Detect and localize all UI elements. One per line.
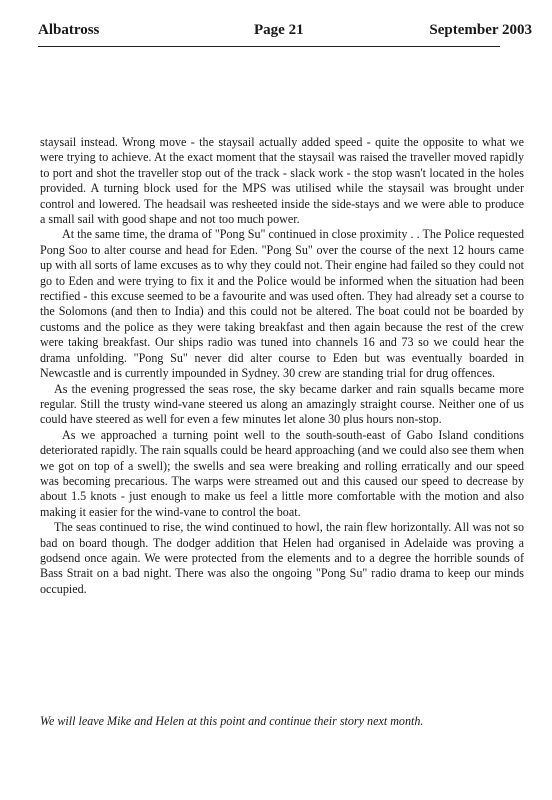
paragraph-gabo-island: As we approached a turning point well to the south-south-east of Gabo Island conditions deteriorated rapidly. The rain squalls could be heard approaching (and we could also see them when we got on top of a swell); the swells and sea were breaking and rolling erratically and our speed was becoming precarious. The warps were streamed out and this caused our speed to decrease by about 1.5 knots - just enough to make us feel a little more comfortable with the motion and also making it easier for the wind-vane to control the boat. <box>40 427 524 519</box>
publication-title: Albatross <box>38 22 100 38</box>
page-number: Page 21 <box>254 22 304 38</box>
paragraph-seas-rise: The seas continued to rise, the wind continued to howl, the rain flew horizontally. All was not so bad on board though. The dodger addition that Helen had organised in Adelaide was proving a godsend once again. We were protected from the elements and to a degree the horrible sounds of Bass Strait on a bad night. There was also the ongoing "Pong Su" radio drama to keep our minds occupied. <box>40 520 524 596</box>
page-header <box>38 20 532 42</box>
paragraph-pong-su-drama: At the same time, the drama of "Pong Su" continued in close proximity . . The Police requested Pong Soo to alter course and head for Eden. "Pong Su" over the course of the next 12 hours came up with all sorts of lame excuses as to why they could not. Their engine had failed so they could not go to Eden and were trying to fix it and the Police would be informed when the situation had been rectified - this excuse seemed to be a favourite and was used often. They had already set a course to the Solomons (and then to India) and this could not be altered. The boat could not be boarded by customs and the police as they were taking breakfast and then again because the rest of the crew were taking breakfast. Our ships radio was tuned into channels 16 and 73 so we could hear the drama unfolding. "Pong Su" never did alter course to Eden but was eventually boarded in Newcastle and is currently impounded in Sydney. 30 crew are standing trial for drug offences. <box>40 227 524 381</box>
paragraph-staysail: staysail instead. Wrong move - the staysail actually added speed - quite the opposite to what we were trying to achieve. At the exact moment that the staysail was raised the traveller moved rapidly to port and shot the traveller stop out of the track - slack work - the stop wasn't located in the holes provided. A turning block used for the MPS was utilised while the staysail was brought under control and lowered. The headsail was resheeted inside the side-stays and we were able to produce a small sail with good shape and not too much power. <box>40 135 524 227</box>
issue-date: September 2003 <box>429 22 532 38</box>
closing-note: We will leave Mike and Helen at this point and continue their story next month. <box>40 714 424 728</box>
paragraph-evening-seas: As the evening progressed the seas rose, the sky became darker and rain squalls became more regular. Still the trusty wind-vane steered us along an amazingly straight course. Neither one of us could have steered as well for even a few minutes let alone 30 plus hours non-stop. <box>40 381 524 427</box>
header-rule <box>38 46 500 47</box>
article-body <box>40 135 524 597</box>
